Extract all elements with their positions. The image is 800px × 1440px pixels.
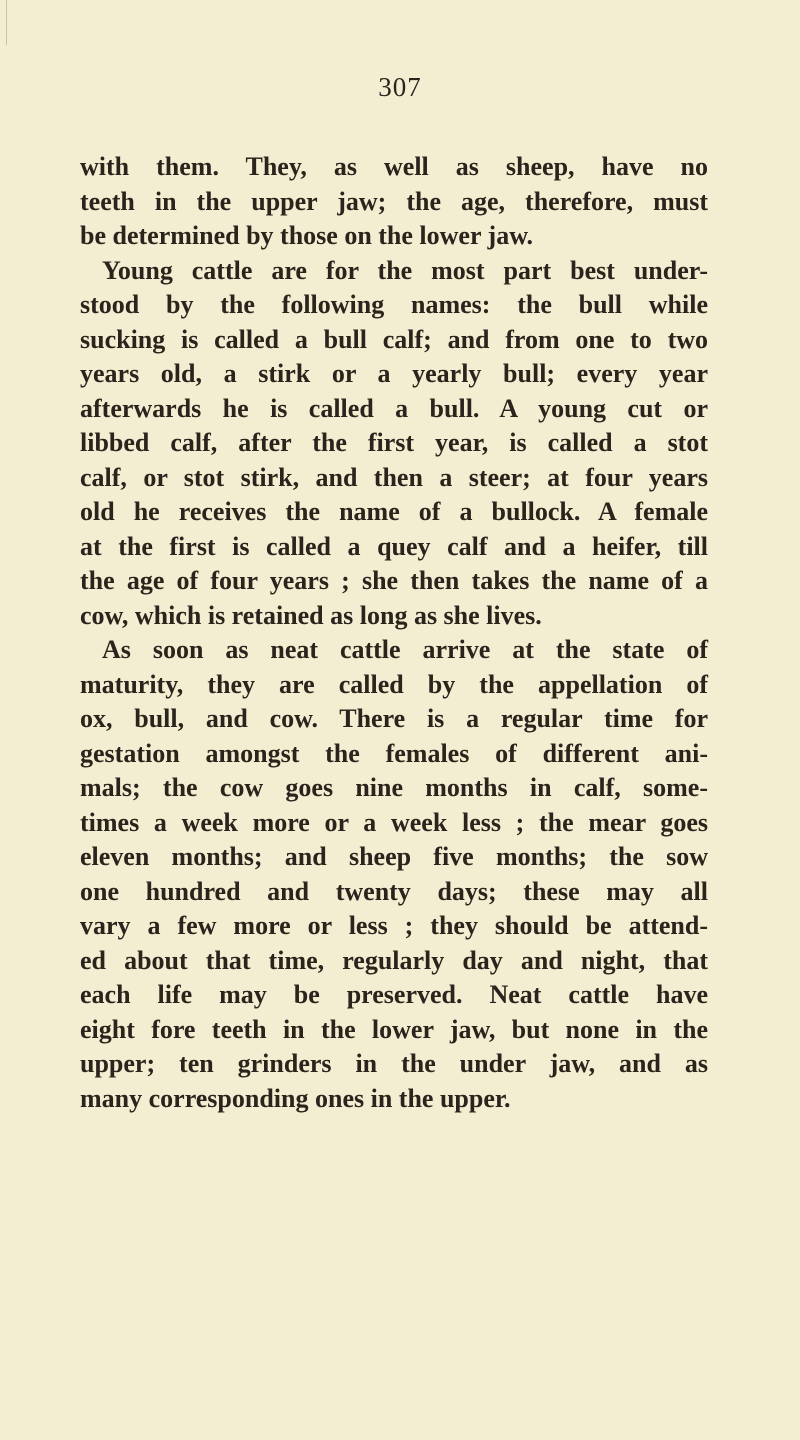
text-line: teeth in the upper jaw; the age, therefore, must [80,186,708,216]
text-line: at the first is called a quey calf and a heifer, till [80,531,708,561]
text-line: old he receives the name of a bullock. A female [80,497,708,526]
text-line: the age of four years ; she then takes the name of a [80,566,708,595]
page-number: 307 [378,72,422,102]
text-line: with them. They, as well as sheep, have no [80,152,708,181]
text-line: upper; ten grinders in the under jaw, and as [80,1049,708,1078]
text-line: eleven months; and sheep five months; the sow [80,842,708,871]
text-line: eight fore teeth in the lower jaw, but none in the [80,1014,708,1044]
text-line: be determined by those on the lower jaw. [80,221,534,250]
text-line: ed about that time, regularly day and night, that [80,945,708,975]
text-line: libbed calf, after the first year, is called a stot [80,428,708,457]
text-line: mals; the cow goes nine months in calf, some- [80,773,708,802]
text-line: As soon as neat cattle arrive at the state of [102,635,708,664]
text-line: years old, a stirk or a yearly bull; every year [80,359,708,388]
text-line: afterwards he is called a bull. A young cut or [80,393,708,423]
text-line: times a week more or a week less ; the mear goes [80,807,708,837]
text-line: many corresponding ones in the upper. [80,1083,511,1113]
text-line: Young cattle are for the most part best under- [102,255,708,285]
text-line: sucking is called a bull calf; and from one to two [80,324,708,354]
text-line: one hundred and twenty days; these may all [80,876,708,906]
body-text [80,150,708,1116]
text-line: cow, which is retained as long as she lives. [80,600,542,630]
page-edge-line [0,0,7,45]
text-line: maturity, they are called by the appellation of [80,669,708,699]
text-line: each life may be preserved. Neat cattle have [80,980,708,1009]
text-line: stood by the following names: the bull while [80,290,708,319]
text-line: vary a few more or less ; they should be attend- [80,911,708,940]
text-line: ox, bull, and cow. There is a regular time for [80,704,708,733]
text-line: gestation amongst the females of different ani- [80,738,708,768]
text-line: calf, or stot stirk, and then a steer; at four years [80,462,708,492]
